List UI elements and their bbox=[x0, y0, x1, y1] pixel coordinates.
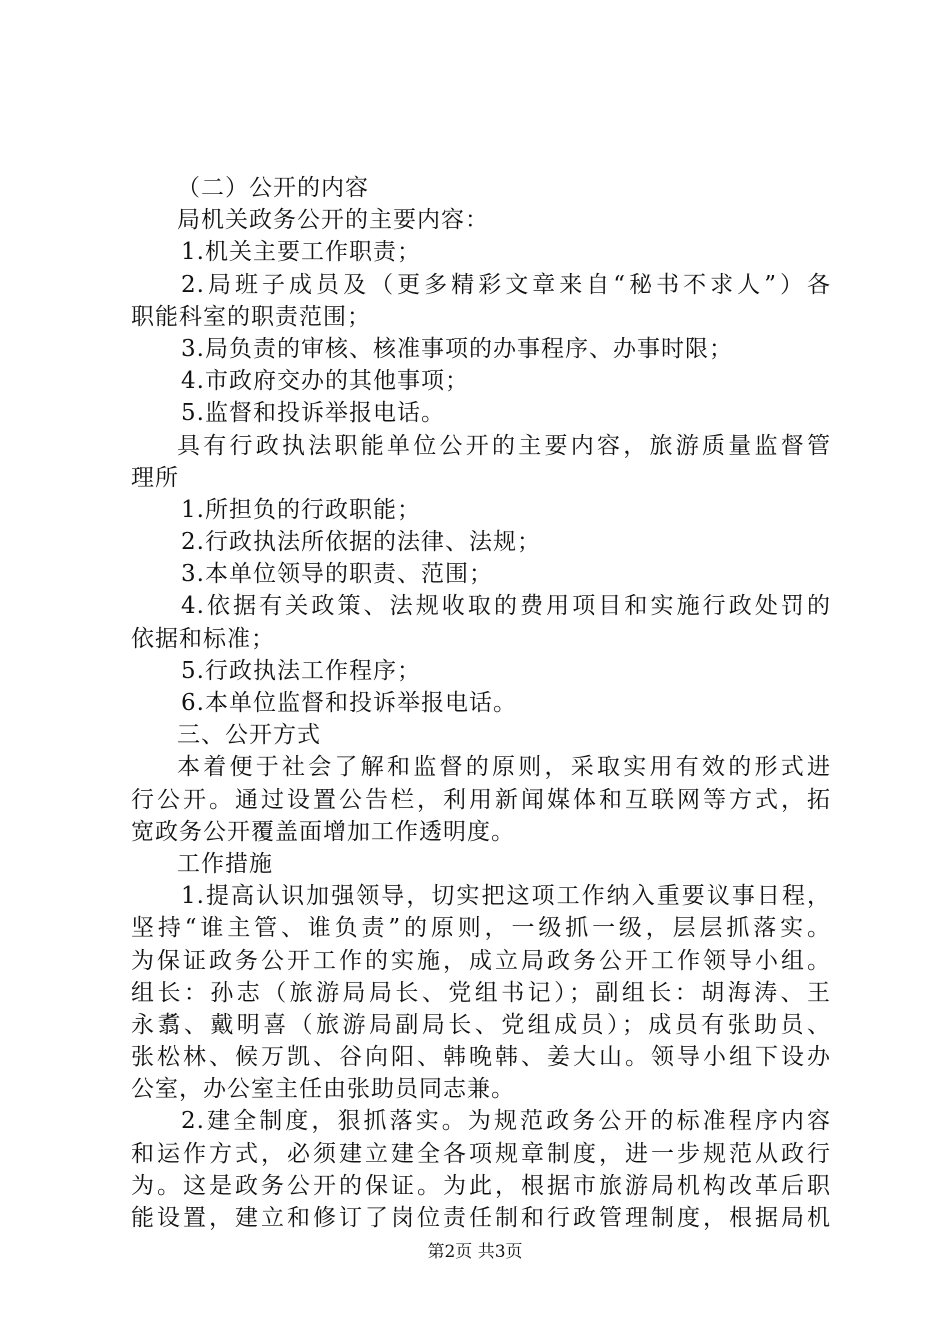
text-line: 本着便于社会了解和监督的原则，采取实用有效的形式进 bbox=[177, 754, 831, 781]
text-line: 坚持“谁主管、谁负责”的原则，一级抓一级，层层抓落实。 bbox=[131, 915, 831, 942]
text-line: 宽政务公开覆盖面增加工作透明度。 bbox=[131, 818, 515, 845]
text-line: 2.局班子成员及（更多精彩文章来自“秘书不求人”）各 bbox=[181, 271, 831, 298]
text-line: 局机关政务公开的主要内容： bbox=[177, 207, 489, 234]
text-line: 行公开。通过设置公告栏，利用新闻媒体和互联网等方式，拓 bbox=[131, 786, 831, 813]
text-line: 和运作方式，必须建立建全各项规章制度，进一步规范从政行 bbox=[131, 1140, 831, 1167]
text-line: 为。这是政务公开的保证。为此，根据市旅游局机构改革后职 bbox=[131, 1172, 831, 1199]
text-line: （二）公开的内容 bbox=[177, 175, 369, 201]
text-line: 组长：孙志（旅游局局长、党组书记）；副组长：胡海涛、王 bbox=[131, 979, 831, 1006]
text-line: 1.机关主要工作职责； bbox=[181, 239, 421, 266]
page-footer: 第2页 共3页 bbox=[427, 1242, 523, 1262]
text-line: 为保证政务公开工作的实施，成立局政务公开工作领导小组。 bbox=[131, 947, 831, 974]
text-line: 公室，办公室主任由张助员同志兼。 bbox=[131, 1076, 515, 1103]
text-line: 具有行政执法职能单位公开的主要内容，旅游质量监督管 bbox=[177, 432, 831, 459]
text-line: 2.行政执法所依据的法律、法规； bbox=[181, 529, 541, 556]
text-line: 三、公开方式 bbox=[177, 722, 321, 749]
text-line: 1.所担负的行政职能； bbox=[181, 496, 421, 523]
text-line: 张松林、候万凯、谷向阳、韩晚韩、姜大山。领导小组下设办 bbox=[131, 1044, 831, 1071]
text-line: 4.市政府交办的其他事项； bbox=[181, 368, 469, 395]
text-line: 4.依据有关政策、法规收取的费用项目和实施行政处罚的 bbox=[181, 593, 831, 620]
text-line: 2.建全制度，狠抓落实。为规范政务公开的标准程序内容 bbox=[181, 1108, 831, 1135]
text-line: 理所 bbox=[131, 464, 179, 491]
text-line: 6.本单位监督和投诉举报电话。 bbox=[181, 690, 517, 716]
text-line: 5.监督和投诉举报电话。 bbox=[181, 400, 445, 427]
document-body bbox=[131, 172, 831, 1234]
text-line: 能设置，建立和修订了岗位责任制和行政管理制度，根据局机 bbox=[131, 1205, 831, 1231]
text-line: 永翥、戴明喜（旅游局副局长、党组成员）；成员有张助员、 bbox=[131, 1011, 831, 1038]
text-line: 工作措施 bbox=[177, 850, 273, 877]
text-line: 3.局负责的审核、核准事项的办事程序、办事时限； bbox=[181, 335, 733, 362]
text-line: 3.本单位领导的职责、范围； bbox=[181, 561, 493, 588]
text-line: 职能科室的职责范围； bbox=[131, 303, 371, 330]
text-line: 1.提高认识加强领导，切实把这项工作纳入重要议事日程， bbox=[181, 883, 831, 910]
text-line: 依据和标准； bbox=[131, 625, 275, 652]
text-line: 5.行政执法工作程序； bbox=[181, 657, 421, 684]
